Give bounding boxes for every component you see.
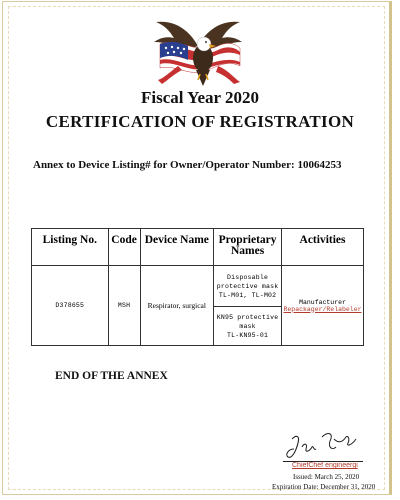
fiscal-year-heading: Fiscal Year 2020 — [140, 88, 260, 107]
proprietary-name-1 — [214, 266, 281, 307]
proprietary-name-1-line-3: TL-M01, TL-M02 — [218, 291, 277, 299]
issued-date: Issued: March 25, 2020 — [293, 473, 360, 481]
expiration-date: Expiration Date: December 31, 2020 — [272, 483, 376, 491]
header-code: Code — [108, 229, 140, 266]
cell-code: MSH — [108, 266, 140, 346]
end-of-annex-label: END OF THE ANNEX — [55, 370, 168, 382]
signatory-title: ChiefChef engineergi — [292, 462, 358, 469]
proprietary-name-2 — [214, 307, 281, 345]
proprietary-name-2-line-2: mask — [239, 322, 256, 330]
activity-repackager: Repackager/Relabeler — [283, 305, 362, 313]
header-listing-no: Listing No. — [32, 229, 109, 266]
certificate-title: CERTIFICATION OF REGISTRATION — [45, 112, 355, 131]
device-listing-table — [31, 228, 364, 346]
proprietary-name-1-line-2: protective mask — [216, 282, 279, 290]
header-activities: Activities — [282, 229, 364, 266]
signature-icon — [282, 425, 362, 465]
eagle-flag-emblem — [148, 8, 248, 93]
table-header-row — [32, 229, 364, 266]
proprietary-name-1-line-1: Disposable — [227, 273, 269, 281]
proprietary-name-2-line-1: KN95 protective — [216, 313, 279, 321]
cell-proprietary-names — [214, 266, 282, 346]
cell-listing-no: D378655 — [32, 266, 109, 346]
cell-device-name: Respirator, surgical — [140, 266, 214, 346]
cell-activities — [282, 266, 364, 346]
header-device-name: Device Name — [140, 229, 214, 266]
header-proprietary-names: Proprietary Names — [214, 229, 282, 266]
proprietary-name-2-line-3: TL-KN95-01 — [227, 331, 269, 339]
activity-manufacturer: Manufacturer — [299, 298, 346, 306]
annex-owner-operator-line: Annex to Device Listing# for Owner/Operator Number: 10064253 — [33, 159, 342, 171]
table-row — [32, 266, 364, 346]
